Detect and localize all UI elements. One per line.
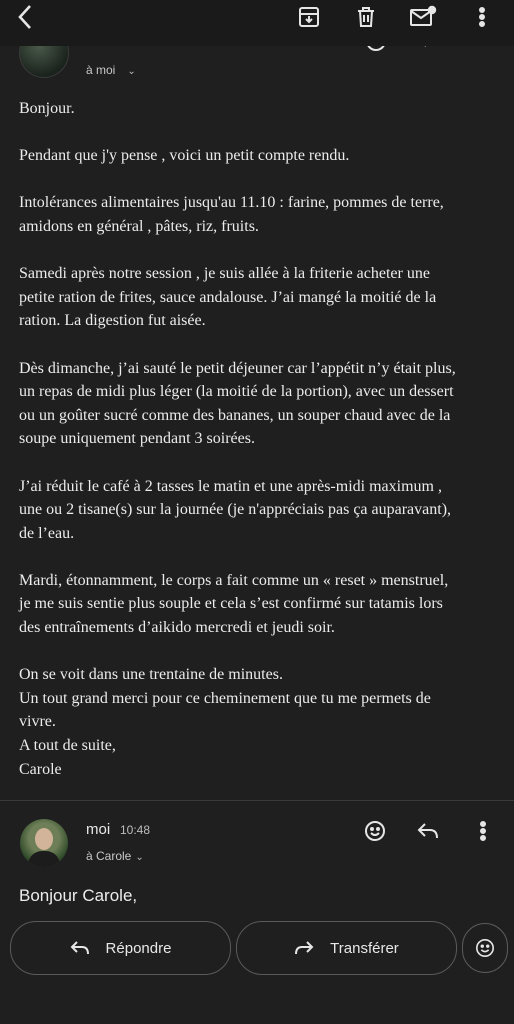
body-line: de l’eau.	[19, 524, 75, 542]
body-line: Dès dimanche, j’ai sauté le petit déjeuner car l’appétit n’y était plus,	[19, 359, 456, 377]
recipient-label: à moi	[86, 63, 116, 77]
reply-icon[interactable]	[416, 820, 440, 847]
body-line: Pendant que j'y pense , voici un petit compte rendu.	[19, 147, 350, 165]
back-arrow-icon[interactable]	[9, 0, 43, 34]
recipient-line[interactable]	[86, 63, 136, 77]
message-body	[19, 97, 495, 805]
avatar[interactable]	[20, 819, 68, 867]
emoji-react-icon[interactable]	[364, 820, 386, 847]
body-line: Samedi après notre session , je suis allée à la friterie acheter une	[19, 265, 430, 283]
body-line: Intolérances alimentaires jusqu'au 11.10 : farine, pommes de terre,	[19, 194, 444, 212]
body-line: On se voit dans une trentaine de minutes.	[19, 666, 283, 684]
reply-label: Répondre	[105, 939, 172, 957]
emoji-button[interactable]	[462, 923, 508, 973]
message-more-icon[interactable]	[479, 820, 487, 847]
body-line: ou un goûter sucré comme des bananes, un souper chaud avec de la	[19, 406, 451, 424]
more-vert-icon[interactable]	[465, 0, 499, 34]
body-line: petite ration de frites, sauce andalouse. J’ai mangé la moitié de la	[19, 288, 437, 306]
body-line: Un tout grand merci pour ce cheminement que tu me permets de	[19, 689, 431, 707]
body-paragraph	[19, 144, 495, 168]
sender-name: moi	[86, 821, 111, 838]
trash-icon[interactable]	[349, 0, 383, 34]
body-paragraph	[19, 191, 495, 238]
body-line: un repas de midi plus léger (la moitié de la portion), avec un dessert	[19, 383, 454, 401]
body-paragraph	[19, 357, 495, 451]
body-paragraph	[19, 475, 495, 546]
reply-button[interactable]	[10, 921, 231, 975]
body-line: Bonjour.	[19, 100, 75, 117]
top-app-bar	[0, 0, 514, 46]
body-line: vivre.	[19, 713, 56, 731]
emoji-icon	[475, 938, 495, 958]
forward-icon	[294, 940, 314, 956]
body-paragraph	[19, 569, 495, 640]
body-line: une ou 2 tisane(s) sur la journée (je n'appréciais pas ça auparavant),	[19, 501, 452, 519]
message-preview: Bonjour Carole,	[19, 886, 138, 905]
body-line: amidons en général , pâtes, riz, fruits.	[19, 217, 259, 235]
body-paragraph	[19, 97, 495, 121]
body-paragraph	[19, 262, 495, 333]
reply-icon	[70, 940, 90, 956]
body-line: des entraînements d’aikido mercredi et jeudi soir.	[19, 619, 335, 637]
chevron-down-icon: ⌄	[135, 852, 144, 863]
divider	[0, 800, 514, 801]
forward-label: Transférer	[330, 939, 399, 957]
message-time: 10:48	[120, 823, 151, 837]
forward-button[interactable]	[236, 921, 457, 975]
body-line: Carole	[19, 760, 62, 778]
archive-icon[interactable]	[292, 0, 326, 34]
message-header	[0, 46, 514, 86]
body-paragraph	[19, 663, 495, 781]
recipient-line[interactable]	[86, 849, 144, 863]
chevron-down-icon: ⌄	[127, 66, 136, 77]
body-line: Mardi, étonnamment, le corps a fait comme un « reset » menstruel,	[19, 571, 449, 589]
body-line: je me suis sentie plus souple et cela s’est confirmé sur tatamis lors	[19, 595, 443, 613]
body-line: A tout de suite,	[19, 737, 116, 755]
body-line: J’ai réduit le café à 2 tasses le matin et une après-midi maximum ,	[19, 477, 442, 495]
mark-unread-icon[interactable]	[406, 0, 440, 34]
body-line: soupe uniquement pendant 3 soirées.	[19, 430, 255, 448]
recipient-label: à Carole	[86, 849, 132, 863]
body-line: ration. La digestion fut aisée.	[19, 312, 206, 330]
